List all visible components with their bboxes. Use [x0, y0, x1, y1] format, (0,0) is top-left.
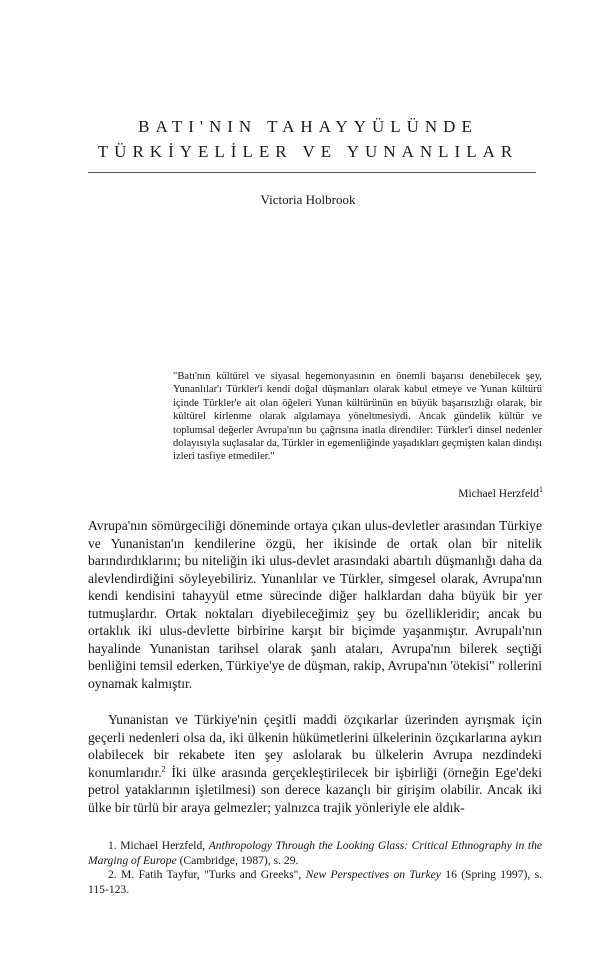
body-paragraph-2 [88, 711, 542, 816]
footnote-marker-2: 2 [161, 763, 166, 773]
fn1-text-b: (Cambridge, 1987), s. 29. [176, 854, 299, 867]
title-line-2: TÜRKİYELİLER VE YUNANLILAR [97, 142, 519, 161]
para2-text-a: Yunanistan ve Türkiye'nin çeşitli maddi özçıkarlar üzerinden ayrışmak için geçerli nedenleri olsa da, iki ülkenin hükümetlerini ülkelerinin özçıkarlarına aykırı olabilecek bir rekabete iten şey aslolarak bu ülkelerin Avrupa nezdindeki konumlarıdır. [88, 712, 542, 780]
epigraph-attribution [458, 485, 543, 500]
fn2-text-b: 16 (Spring 1997), s. 115-123. [88, 868, 542, 896]
epigraph-quote: "Batı'nın kültürel ve siyasal hegemonyasının en önemli başarısı denebilecek şey, Yunanlılar'ı Türkler'i kendi doğal düşmanları olarak kabul etmeye ve Yunan kültürü içinde Türkler'e ait olan öğeleri Yunan kültürünün en büyük başarısızlığı olarak, bir kültürel kirlenme olarak algılamaya yöneltmesiydi. Ancak gündelik kültür ve toplumsal değerler Avrupa'nın bu çağrısına inatla direndiler: Türkler'i dinsel nedenler dolayısıyla suçlasalar da, Türkler in egemenliğinde yaşadıkları geçmişten kalan dindışı izleri tasfiye etmediler." [173, 371, 542, 463]
fn1-book-title: Anthropology Through the Looking Glass: Critical Ethnography in the Marging of Europe [88, 839, 543, 867]
author-name: Victoria Holbrook [260, 192, 356, 207]
para2-text-b: İki ülke arasında gerçekleştirilecek bir işbirliği (örneğin Ege'deki petrol yataklarının işletilmesi) son derece kazançlı bir girişim olabilir. Ancak iki ülke bir türlü bir araya gelmezler; yalnızca trajik yönleriyle ele aldık- [88, 764, 542, 815]
epigraph-author: Michael Herzfeld [458, 488, 539, 500]
title-line-1: BATI'NIN TAHAYYÜLÜNDE [138, 117, 478, 136]
fn2-journal-title: New Perspectives on Turkey [305, 868, 441, 881]
footnote-1 [88, 838, 542, 868]
fn1-text-a: 1. Michael Herzfeld, [108, 839, 209, 852]
fn2-text-a: 2. M. Fatih Tayfur, "Turks and Greeks", [108, 868, 306, 881]
title-rule [88, 172, 536, 173]
footnote-2 [88, 867, 542, 897]
body-paragraph-1: Avrupa'nın sömürgeciliği döneminde ortaya çıkan ulus-devletler arasından Türkiye ve Yunanistan'ın kendilerine özgü, her ikisinde de ortak olan bir nitelik barındırdıklarını; bu niteliğin iki ulus-devlet arasındaki abartılı düşmanlığı daha da alevlendirdiğini söyleyebiliriz. Yunanlılar ve Türkler, simgesel olarak, Avrupa'nın kendi kendisini tahayyül etme sürecinde diğer halklardan daha büyük bir yer tutmuşlardır. Ortak noktaları diyebileceğimiz şey bu özellikleridir; ancak bu ortaklık iki ulus-devlette birbirine karşıt bir biçimde yaşanmıştır. Avrupalı'nın hayalinde Yunanistan tarihsel olarak şanlı ataları, Avrupa'nın bilerek seçtiği benliğini temsil ederken, Türkiye'ye de düşman, rakip, Avrupa'nın 'ötekisi" rollerini oynamak kalmıştır. [88, 518, 542, 691]
footnote-marker-1: 1 [539, 485, 543, 495]
